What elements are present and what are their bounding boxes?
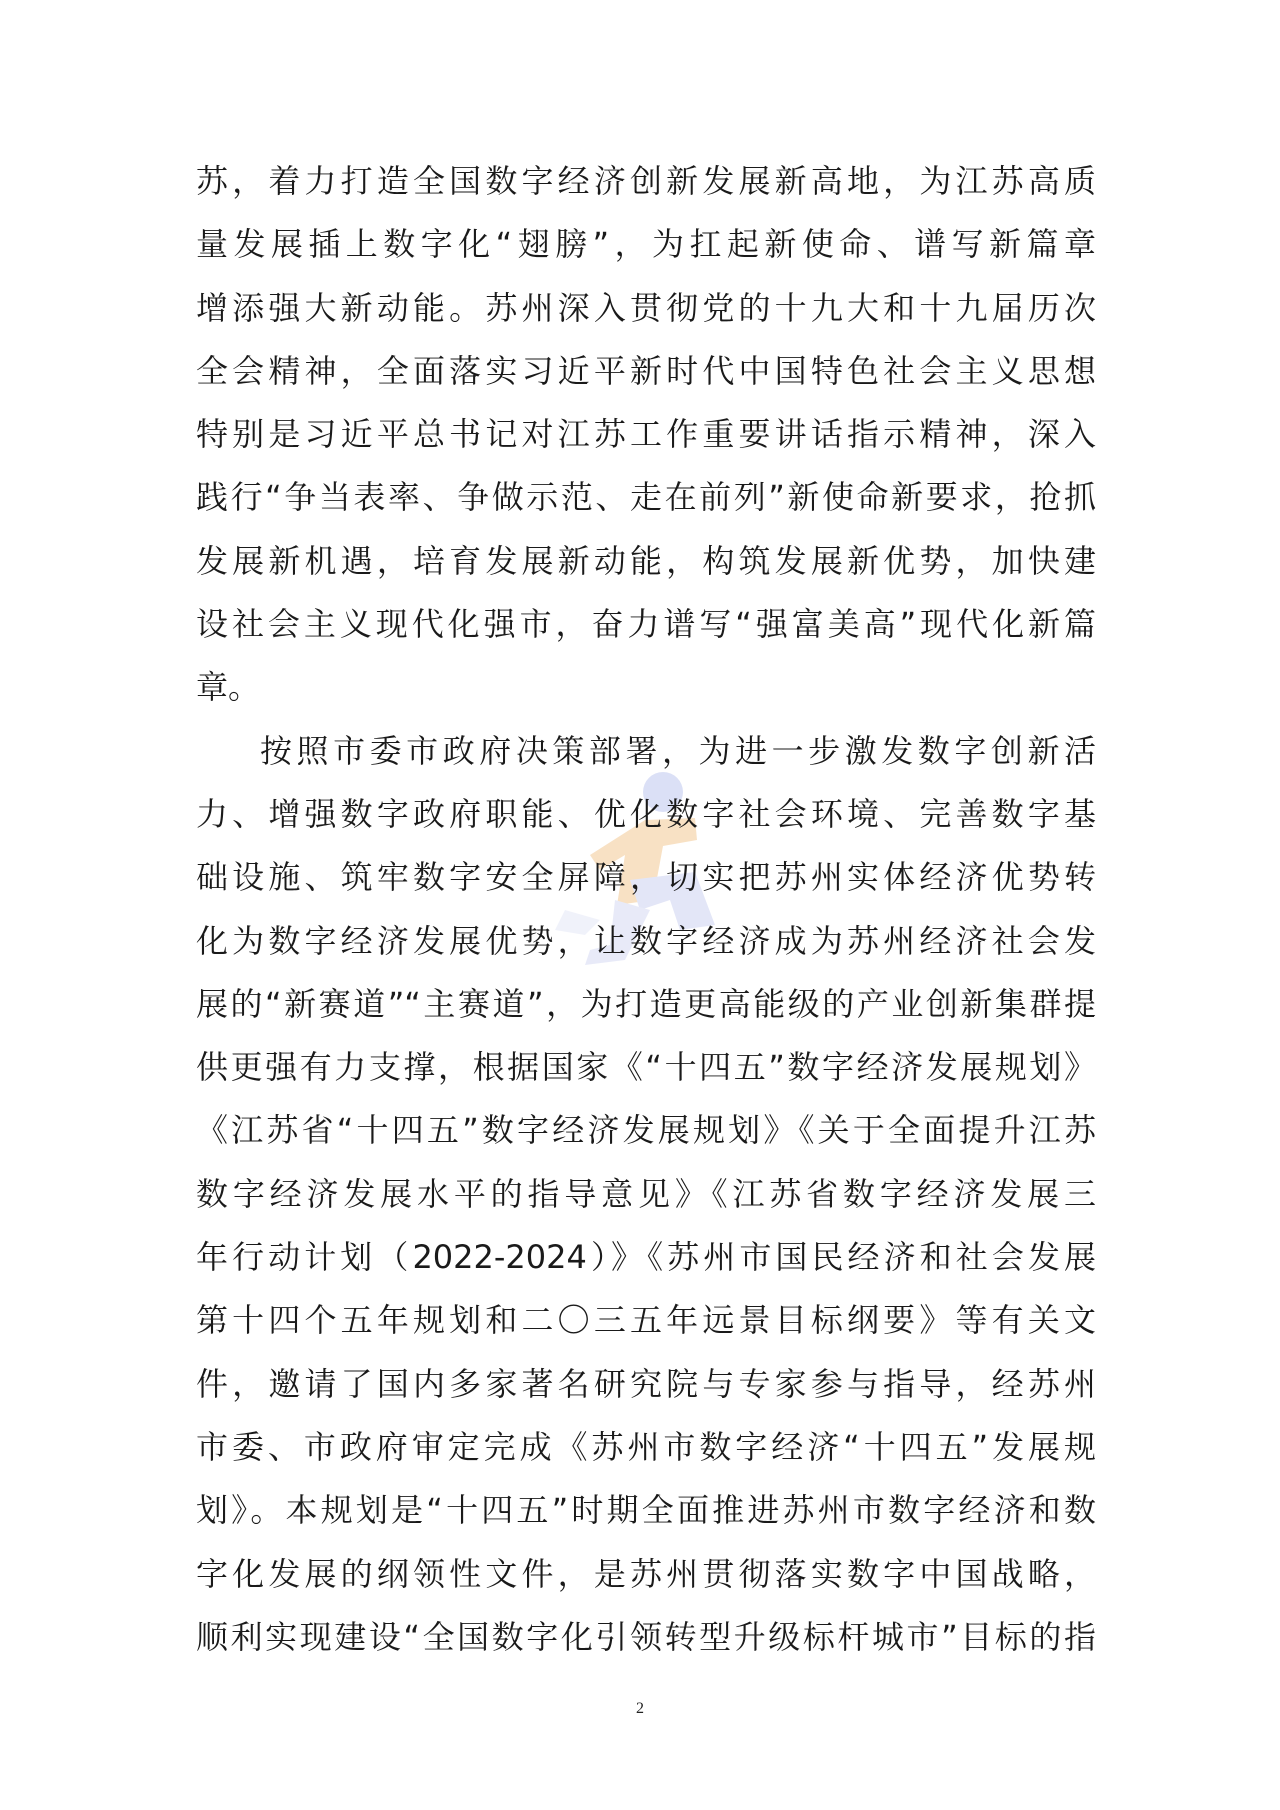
text-line-2: 量发展插上数字化“翅膀”，为扛起新使命、谱写新篇章 — [196, 225, 1096, 264]
text-line-1: 苏，着力打造全国数字经济创新发展新高地，为江苏高质 — [196, 162, 1096, 200]
text-line-22: 划》。本规划是“十四五”时期全面推进苏州市数字经济和数 — [196, 1491, 1096, 1530]
text-line-8: 设社会主义现代化强市，奋力谱写“强富美高”现代化新篇 — [196, 605, 1096, 644]
text-line-20: 件，邀请了国内多家著名研究院与专家参与指导，经苏州 — [196, 1364, 1096, 1403]
text-line-14: 展的“新赛道”“主赛道”，为打造更高能级的产业创新集群提 — [196, 984, 1096, 1023]
text-line-3: 增添强大新动能。苏州深入贯彻党的十九大和十九届历次 — [196, 288, 1096, 327]
text-line-16: 《江苏省“十四五”数字经济发展规划》《关于全面提升江苏 — [196, 1111, 1096, 1150]
text-line-4: 全会精神，全面落实习近平新时代中国特色社会主义思想 — [196, 351, 1096, 390]
text-line-6: 践行“争当表率、争做示范、走在前列”新使命新要求，抢抓 — [196, 478, 1096, 517]
body-text — [196, 150, 1096, 1669]
text-line-18: 年行动计划（2022-2024）》《苏州市国民经济和社会发展 — [196, 1238, 1096, 1277]
text-line-9: 章。 — [196, 668, 261, 707]
text-line-23: 字化发展的纲领性文件，是苏州贯彻落实数字中国战略， — [196, 1554, 1096, 1593]
text-line-19: 第十四个五年规划和二〇三五年远景目标纲要》等有关文 — [196, 1301, 1096, 1340]
text-line-21: 市委、市政府审定完成《苏州市数字经济“十四五”发展规 — [196, 1427, 1096, 1466]
page-number: 2 — [636, 1700, 644, 1717]
text-line-5: 特别是习近平总书记对江苏工作重要讲话指示精神，深入 — [196, 415, 1096, 454]
text-line-10: 按照市委市政府决策部署，为进一步激发数字创新活 — [260, 731, 1096, 770]
text-line-24: 顺利实现建设“全国数字化引领转型升级标杆城市”目标的指 — [196, 1617, 1096, 1656]
text-line-13: 化为数字经济发展优势，让数字经济成为苏州经济社会发 — [196, 921, 1096, 960]
text-line-17: 数字经济发展水平的指导意见》《江苏省数字经济发展三 — [196, 1174, 1096, 1213]
text-line-15: 供更强有力支撑，根据国家《“十四五”数字经济发展规划》 — [196, 1048, 1096, 1087]
text-line-7: 发展新机遇，培育发展新动能，构筑发展新优势，加快建 — [196, 541, 1096, 580]
text-line-12: 础设施、筑牢数字安全屏障，切实把苏州实体经济优势转 — [196, 858, 1096, 897]
text-line-11: 力、增强数字政府职能、优化数字社会环境、完善数字基 — [196, 794, 1096, 833]
